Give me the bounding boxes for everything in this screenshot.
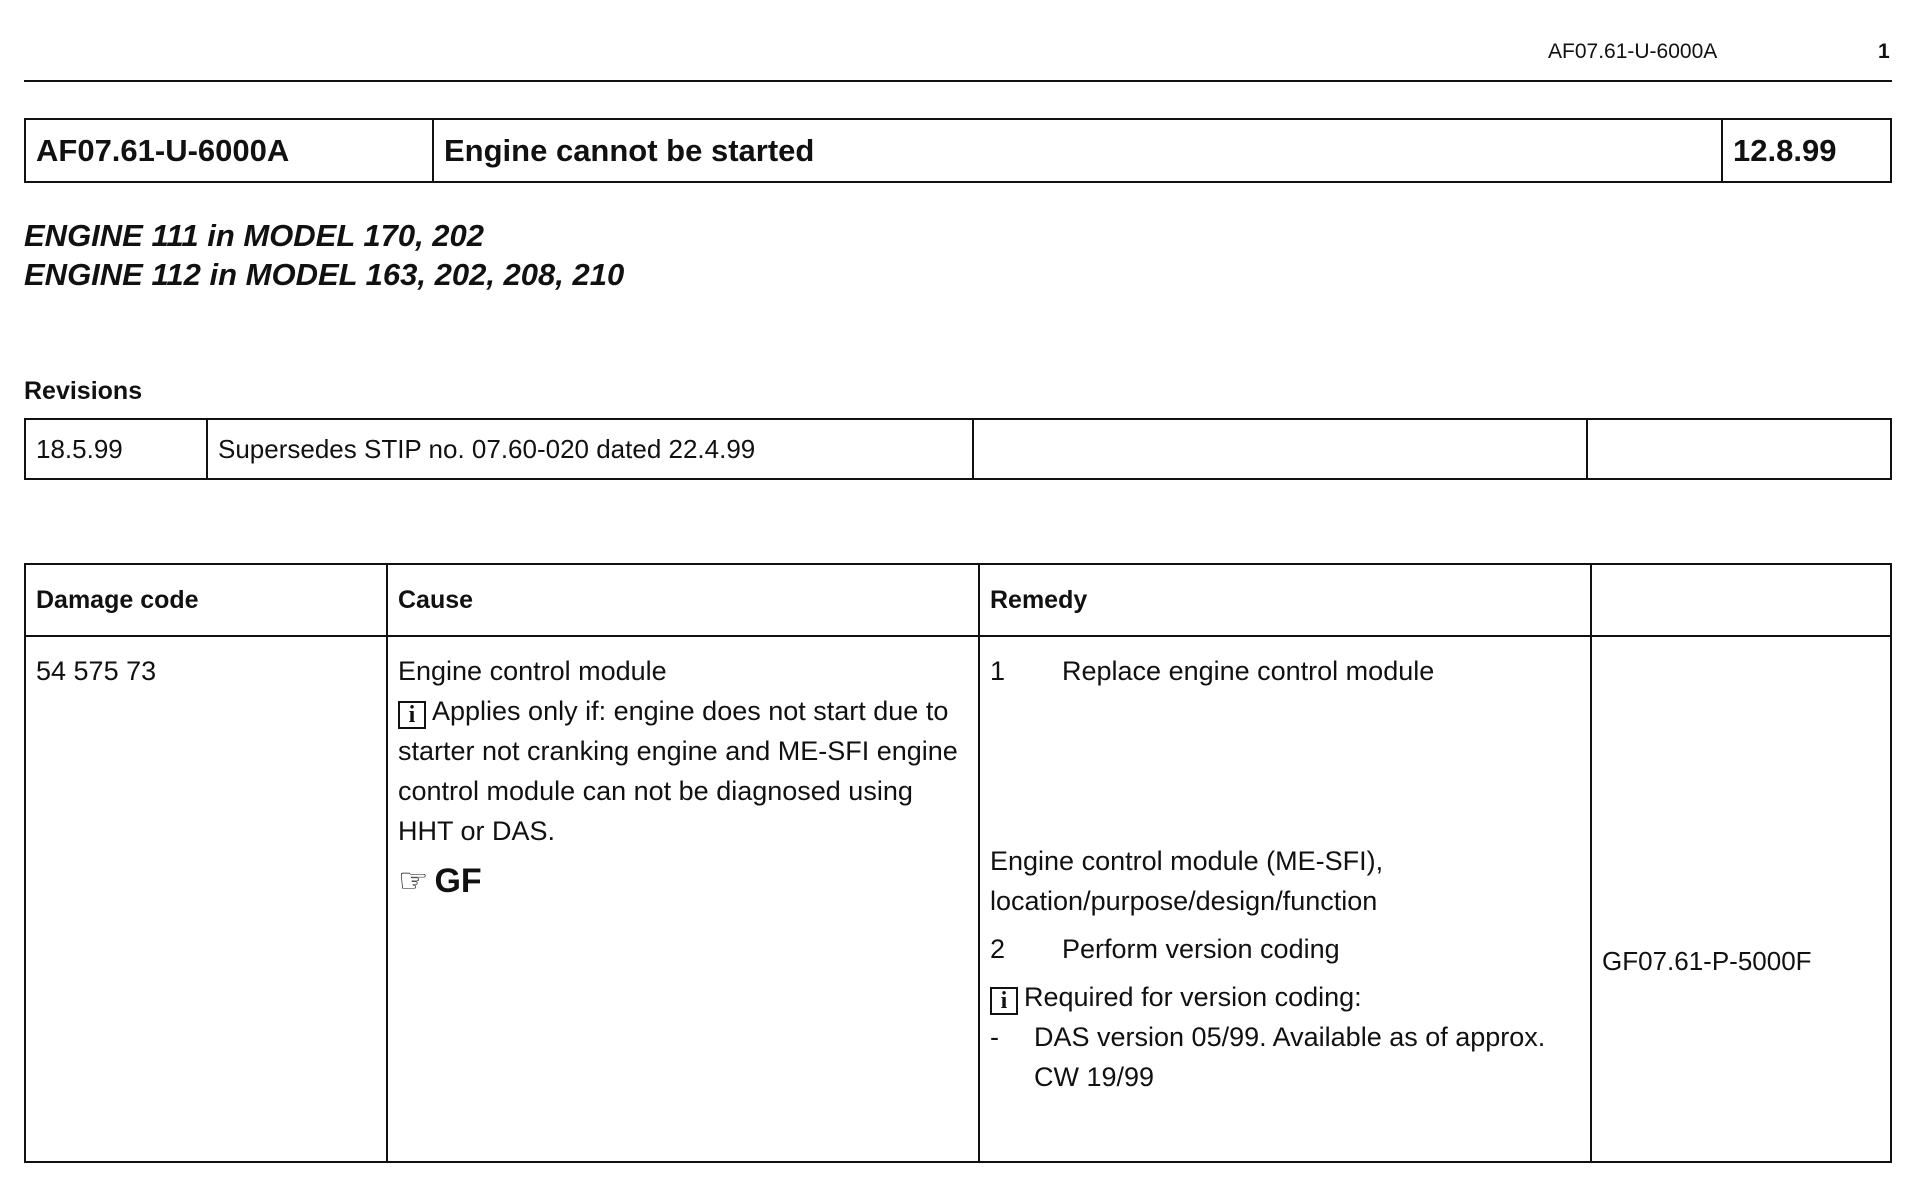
step-number: 1 xyxy=(990,656,1006,686)
remedy-note xyxy=(990,977,1580,1017)
table-row xyxy=(25,419,1891,479)
cause-note-text: Applies only if: engine does not start due to starter not cranking engine and ME-SFI engine control module can not be diagnosed using HHT or DAS. xyxy=(398,696,958,846)
revision-date: 18.5.99 xyxy=(25,419,207,479)
running-header-code: AF07.61-U-6000A xyxy=(1548,40,1718,63)
remedy-document-line: Engine control module (ME-SFI), xyxy=(990,846,1384,876)
step-text: Perform version coding xyxy=(1062,934,1340,964)
cause-title: Engine control module xyxy=(398,656,667,686)
header-damage-code: Damage code xyxy=(25,564,387,636)
cause-note xyxy=(398,691,968,851)
info-box-icon: i xyxy=(398,701,426,729)
revision-text: Supersedes STIP no. 07.60-020 dated 22.4.99 xyxy=(207,419,973,479)
list-item-text: DAS version 05/99. Available as of approx. CW 19/99 xyxy=(1034,1022,1546,1092)
remedy-step-2 xyxy=(990,929,1580,969)
header-cause: Cause xyxy=(387,564,979,636)
header-rule xyxy=(24,80,1892,82)
step-number: 2 xyxy=(990,934,1006,964)
revisions-heading: Revisions xyxy=(24,377,143,405)
cause-cell xyxy=(387,636,979,1162)
revision-col4 xyxy=(1587,419,1891,479)
table-row xyxy=(25,636,1891,1162)
remedy-cell xyxy=(979,636,1591,1162)
list-dash: - xyxy=(990,1022,999,1052)
title-bar xyxy=(24,118,1892,183)
reference-cell xyxy=(1591,636,1891,1162)
remedy-document xyxy=(990,841,1580,921)
info-box-icon: i xyxy=(990,987,1018,1015)
header-remedy: Remedy xyxy=(979,564,1591,636)
engine-line: ENGINE 111 in MODEL 170, 202 xyxy=(24,218,485,253)
remedy-step-1 xyxy=(990,651,1580,691)
document-date: 12.8.99 xyxy=(1733,132,1837,168)
document-code: AF07.61-U-6000A xyxy=(26,120,434,181)
engine-applicability xyxy=(24,216,624,294)
revisions-table xyxy=(24,418,1892,480)
gf-label: GF xyxy=(434,862,482,900)
page-number: 1 xyxy=(1878,40,1890,63)
damage-table xyxy=(24,563,1892,1163)
pointing-hand-icon: ☞ xyxy=(398,862,429,900)
remedy-note-text: Required for version coding: xyxy=(1024,982,1362,1012)
gf-link[interactable] xyxy=(398,861,968,901)
engine-line: ENGINE 112 in MODEL 163, 202, 208, 210 xyxy=(24,257,625,292)
table-header-row xyxy=(25,564,1891,636)
damage-code-cell: 54 575 73 xyxy=(25,636,387,1162)
header-reference xyxy=(1591,564,1891,636)
remedy-document-line: location/purpose/design/function xyxy=(990,886,1378,916)
revision-col3 xyxy=(973,419,1587,479)
step-text: Replace engine control module xyxy=(1062,656,1435,686)
document-title: Engine cannot be started xyxy=(434,120,1723,181)
reference-document[interactable]: GF07.61-P-5000F xyxy=(1602,946,1812,976)
list-item xyxy=(990,1017,1580,1097)
